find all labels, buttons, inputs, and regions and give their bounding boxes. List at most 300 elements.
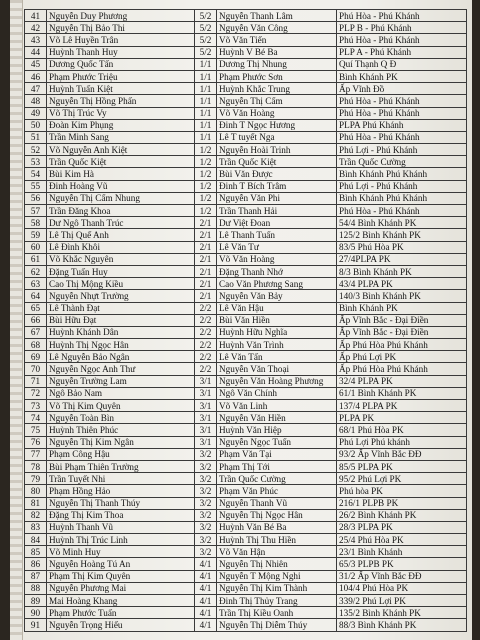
class-cell: 5/2 [195, 10, 217, 22]
address-cell: Quí Thạnh Q Đ [337, 58, 467, 70]
class-cell: 2/2 [195, 351, 217, 363]
address-cell: 135/2 Bình Khánh PK [337, 607, 467, 619]
class-cell: 2/2 [195, 363, 217, 375]
student-name-cell: Dương Quốc Tấn [47, 58, 195, 70]
address-cell: Phú Lợi - Phú Khánh [337, 144, 467, 156]
paper-sheet [10, 0, 472, 640]
table-row [25, 46, 467, 58]
parent-name-cell: Dư Việt Đoan [217, 217, 337, 229]
parent-name-cell: Nguyễn Thanh Lâm [217, 10, 337, 22]
row-number-cell: 64 [25, 290, 47, 302]
table-row [25, 546, 467, 558]
address-cell: Ấp Vĩnh Đồ [337, 83, 467, 95]
row-number-cell: 75 [25, 424, 47, 436]
address-cell: Phú Hòa - Phú Khánh [337, 10, 467, 22]
class-cell: 2/1 [195, 265, 217, 277]
table-row [25, 558, 467, 570]
student-name-cell: Ngô Bảo Nam [47, 387, 195, 399]
parent-name-cell: Nguyễn Hoài Trinh [217, 144, 337, 156]
class-cell: 3/1 [195, 375, 217, 387]
address-cell: 85/5 PLPA PK [337, 460, 467, 472]
table-row [25, 278, 467, 290]
row-number-cell: 62 [25, 265, 47, 277]
student-name-cell: Lê Thị Quế Anh [47, 229, 195, 241]
parent-name-cell: Nguyễn Văn Phi [217, 192, 337, 204]
row-number-cell: 71 [25, 375, 47, 387]
table-row [25, 460, 467, 472]
parent-name-cell: Huỳnh Văn Bé Ba [217, 521, 337, 533]
student-name-cell: Lê Đình Khôi [47, 241, 195, 253]
table-row [25, 339, 467, 351]
table-row [25, 570, 467, 582]
row-number-cell: 85 [25, 546, 47, 558]
parent-name-cell: Trần Quốc Kiệt [217, 156, 337, 168]
address-cell: Phú Hòa - Phú Khánh [337, 95, 467, 107]
address-cell: 43/4 PLPA PK [337, 278, 467, 290]
table-row [25, 363, 467, 375]
parent-name-cell: Đinh T Bích Trâm [217, 180, 337, 192]
class-cell: 4/1 [195, 619, 217, 631]
parent-name-cell: Ngô Văn Chính [217, 387, 337, 399]
row-number-cell: 42 [25, 22, 47, 34]
student-name-cell: Huỳnh Khánh Dân [47, 326, 195, 338]
binding-edge [10, 0, 23, 640]
row-number-cell: 49 [25, 107, 47, 119]
class-cell: 1/2 [195, 205, 217, 217]
address-cell: 28/3 PLPA PK [337, 521, 467, 533]
class-cell: 3/2 [195, 534, 217, 546]
table-row [25, 205, 467, 217]
table-row [25, 314, 467, 326]
class-cell: 2/2 [195, 314, 217, 326]
parent-name-cell: Nguyễn Thị Nhiên [217, 558, 337, 570]
table-row [25, 436, 467, 448]
table-row [25, 595, 467, 607]
class-cell: 1/1 [195, 58, 217, 70]
row-number-cell: 45 [25, 58, 47, 70]
student-name-cell: Bùi Kim Hà [47, 168, 195, 180]
row-number-cell: 70 [25, 363, 47, 375]
address-cell: PLP B - Phú Khánh [337, 22, 467, 34]
class-cell: 4/1 [195, 582, 217, 594]
table-row [25, 400, 467, 412]
student-name-cell: Phạm Hồng Hảo [47, 485, 195, 497]
row-number-cell: 51 [25, 131, 47, 143]
table-row [25, 156, 467, 168]
student-name-cell: Nguyễn Trọng Hiếu [47, 619, 195, 631]
row-number-cell: 67 [25, 326, 47, 338]
parent-name-cell: Phạm Thị Tới [217, 460, 337, 472]
table-row [25, 241, 467, 253]
parent-name-cell: Đặng Thanh Nhớ [217, 265, 337, 277]
parent-name-cell: Nguyễn Thị Ngọc Hân [217, 509, 337, 521]
parent-name-cell: Võ Văn Tiến [217, 34, 337, 46]
student-list-table [24, 9, 467, 632]
table-row [25, 22, 467, 34]
student-name-cell: Huỳnh Thanh Vũ [47, 521, 195, 533]
row-number-cell: 55 [25, 180, 47, 192]
student-name-cell: Phạm Công Hậu [47, 448, 195, 460]
row-number-cell: 47 [25, 83, 47, 95]
student-name-cell: Võ Minh Huy [47, 546, 195, 558]
row-number-cell: 86 [25, 558, 47, 570]
student-name-cell: Huỳnh Thị Ngọc Hân [47, 339, 195, 351]
parent-name-cell: Trần Thị Kiều Oanh [217, 607, 337, 619]
address-cell: 137/4 PLPA PK [337, 400, 467, 412]
class-cell: 3/2 [195, 460, 217, 472]
row-number-cell: 69 [25, 351, 47, 363]
address-cell: PLPA PK [337, 412, 467, 424]
class-cell: 3/2 [195, 485, 217, 497]
parent-name-cell: Huỳnh Thị Thu Hiền [217, 534, 337, 546]
class-cell: 3/1 [195, 400, 217, 412]
parent-name-cell: Lê Văn Tư [217, 241, 337, 253]
address-cell: 83/5 Phú Hòa PK [337, 241, 467, 253]
parent-name-cell: Phạm Văn Tại [217, 448, 337, 460]
parent-name-cell: Võ Văn Hoàng [217, 107, 337, 119]
row-number-cell: 68 [25, 339, 47, 351]
student-name-cell: Trần Quốc Kiệt [47, 156, 195, 168]
row-number-cell: 73 [25, 400, 47, 412]
class-cell: 1/2 [195, 192, 217, 204]
table-row [25, 10, 467, 22]
address-cell: Bình Khánh PK [337, 302, 467, 314]
student-name-cell: Nguyễn Thị Kim Ngân [47, 436, 195, 448]
class-cell: 4/1 [195, 607, 217, 619]
parent-name-cell: Bùi Văn Hiền [217, 314, 337, 326]
class-cell: 3/1 [195, 424, 217, 436]
address-cell: 95/2 Phú Lợi PK [337, 473, 467, 485]
class-cell: 2/1 [195, 290, 217, 302]
parent-name-cell: Nguyễn Văn Bảy [217, 290, 337, 302]
row-number-cell: 90 [25, 607, 47, 619]
table-row [25, 107, 467, 119]
table-row [25, 217, 467, 229]
address-cell: Ấp Phú Hòa Phú Khánh [337, 339, 467, 351]
student-name-cell: Nguyễn Trường Lam [47, 375, 195, 387]
student-name-cell: Nguyễn Phương Mai [47, 582, 195, 594]
table-row [25, 265, 467, 277]
table-row [25, 582, 467, 594]
student-name-cell: Nguyễn Nhựt Trường [47, 290, 195, 302]
table-row [25, 351, 467, 363]
class-cell: 2/1 [195, 253, 217, 265]
table-row [25, 387, 467, 399]
student-name-cell: Đoàn Kim Phụng [47, 119, 195, 131]
class-cell: 3/2 [195, 509, 217, 521]
class-cell: 1/1 [195, 107, 217, 119]
parent-name-cell: Cao Văn Phương Sang [217, 278, 337, 290]
address-cell: Phú Hòa - Phú Khánh [337, 34, 467, 46]
student-name-cell: Võ Lê Huyền Trân [47, 34, 195, 46]
row-number-cell: 81 [25, 497, 47, 509]
table-row [25, 448, 467, 460]
row-number-cell: 43 [25, 34, 47, 46]
class-cell: 1/1 [195, 70, 217, 82]
class-cell: 2/1 [195, 278, 217, 290]
address-cell: Phú Hòa - Phú Khánh [337, 131, 467, 143]
parent-name-cell: Võ Văn Linh [217, 400, 337, 412]
table-row [25, 424, 467, 436]
address-cell: Phú Hòa - Phú Khánh [337, 107, 467, 119]
parent-name-cell: Nguyễn Thanh Vũ [217, 497, 337, 509]
class-cell: 3/2 [195, 497, 217, 509]
table-row [25, 607, 467, 619]
class-cell: 3/2 [195, 448, 217, 460]
student-name-cell: Đặng Tuấn Huy [47, 265, 195, 277]
table-row [25, 95, 467, 107]
row-number-cell: 58 [25, 217, 47, 229]
student-name-cell: Phạm Phước Triệu [47, 70, 195, 82]
table-row [25, 521, 467, 533]
table-row [25, 485, 467, 497]
student-name-cell: Đinh Hoàng Vũ [47, 180, 195, 192]
table-row [25, 192, 467, 204]
address-cell: Phú Hòa - Phú Khánh [337, 205, 467, 217]
row-number-cell: 61 [25, 253, 47, 265]
table-row [25, 180, 467, 192]
table-row [25, 326, 467, 338]
student-name-cell: Phạm Thị Kim Quyên [47, 570, 195, 582]
row-number-cell: 88 [25, 582, 47, 594]
address-cell: Phú Lợi Phú khánh [337, 436, 467, 448]
row-number-cell: 60 [25, 241, 47, 253]
parent-name-cell: Nguyễn Ngọc Tuấn [217, 436, 337, 448]
table-row [25, 302, 467, 314]
parent-name-cell: Lê T tuyết Nga [217, 131, 337, 143]
parent-name-cell: Huỳnh Khắc Trung [217, 83, 337, 95]
student-name-cell: Nguyễn Duy Phương [47, 10, 195, 22]
class-cell: 4/1 [195, 558, 217, 570]
row-number-cell: 57 [25, 205, 47, 217]
row-number-cell: 80 [25, 485, 47, 497]
parent-name-cell: Nguyễn Văn Công [217, 22, 337, 34]
class-cell: 2/2 [195, 302, 217, 314]
class-cell: 2/2 [195, 326, 217, 338]
student-name-cell: Võ Thị Kim Quyên [47, 400, 195, 412]
address-cell: 61/1 Bình Khánh PK [337, 387, 467, 399]
student-name-cell: Huỳnh Thanh Huy [47, 46, 195, 58]
address-cell: 125/2 Bình Khánh PK [337, 229, 467, 241]
address-cell: 68/1 Phú Hòa PK [337, 424, 467, 436]
class-cell: 4/1 [195, 595, 217, 607]
row-number-cell: 44 [25, 46, 47, 58]
student-name-cell: Huỳnh Thiên Phúc [47, 424, 195, 436]
table-row [25, 619, 467, 631]
parent-name-cell: Phạm Văn Phúc [217, 485, 337, 497]
student-name-cell: Nguyễn Thị Thanh Thúy [47, 497, 195, 509]
student-name-cell: Đặng Thị Kim Thoa [47, 509, 195, 521]
table-row [25, 131, 467, 143]
row-number-cell: 82 [25, 509, 47, 521]
class-cell: 3/1 [195, 412, 217, 424]
row-number-cell: 65 [25, 302, 47, 314]
row-number-cell: 59 [25, 229, 47, 241]
parent-name-cell: Lê Văn Hậu [217, 302, 337, 314]
table-row [25, 70, 467, 82]
parent-name-cell: Trần Quốc Cường [217, 473, 337, 485]
row-number-cell: 56 [25, 192, 47, 204]
row-number-cell: 79 [25, 473, 47, 485]
parent-name-cell: Dương Thị Nhung [217, 58, 337, 70]
parent-name-cell: Huỳnh Hữu Nghĩa [217, 326, 337, 338]
table-row [25, 144, 467, 156]
class-cell: 1/2 [195, 144, 217, 156]
table-row [25, 509, 467, 521]
row-number-cell: 76 [25, 436, 47, 448]
address-cell: 31/2 Ấp Vĩnh Bắc ĐĐ [337, 570, 467, 582]
class-cell: 1/1 [195, 95, 217, 107]
student-name-cell: Võ Nguyễn Anh Kiệt [47, 144, 195, 156]
class-cell: 3/2 [195, 521, 217, 533]
student-name-cell: Trần Đăng Khoa [47, 205, 195, 217]
student-name-cell: Trần Tuyết Nhi [47, 473, 195, 485]
row-number-cell: 77 [25, 448, 47, 460]
row-number-cell: 46 [25, 70, 47, 82]
row-number-cell: 50 [25, 119, 47, 131]
row-number-cell: 87 [25, 570, 47, 582]
student-name-cell: Nguyễn Thị Bảo Thi [47, 22, 195, 34]
table-row [25, 412, 467, 424]
address-cell: 339/2 Phú Lợi PK [337, 595, 467, 607]
table-row [25, 534, 467, 546]
address-cell: 88/3 Bình Khánh PK [337, 619, 467, 631]
class-cell: 3/1 [195, 436, 217, 448]
parent-name-cell: Huỳnh Văn Hiệp [217, 424, 337, 436]
parent-name-cell: Lê Văn Tấn [217, 351, 337, 363]
address-cell: 23/1 Bình Khánh [337, 546, 467, 558]
student-name-cell: Huỳnh Thị Trúc Linh [47, 534, 195, 546]
address-cell: PLPA Phú Khánh [337, 119, 467, 131]
student-name-cell: Nguyễn Thị Hồng Phấn [47, 95, 195, 107]
student-name-cell: Nguyễn Toàn Bìn [47, 412, 195, 424]
row-number-cell: 89 [25, 595, 47, 607]
table-row [25, 34, 467, 46]
address-cell: Ấp Phú Hòa Phú Khánh [337, 363, 467, 375]
class-cell: 1/1 [195, 131, 217, 143]
table-row [25, 58, 467, 70]
parent-name-cell: Bùi Văn Được [217, 168, 337, 180]
row-number-cell: 66 [25, 314, 47, 326]
parent-name-cell: Nguyễn Văn Hiền [217, 412, 337, 424]
address-cell: Ấp Vĩnh Bắc - Đại Điền [337, 314, 467, 326]
class-cell: 1/2 [195, 180, 217, 192]
class-cell: 2/1 [195, 241, 217, 253]
address-cell: 93/2 Ấp Vĩnh Bắc ĐĐ [337, 448, 467, 460]
class-cell: 5/2 [195, 46, 217, 58]
parent-name-cell: Huỳnh Văn Trình [217, 339, 337, 351]
class-cell: 5/2 [195, 22, 217, 34]
address-cell: Bình Khánh Phú Khánh [337, 168, 467, 180]
row-number-cell: 41 [25, 10, 47, 22]
parent-name-cell: Nguyễn Văn Hoàng Phương [217, 375, 337, 387]
parent-name-cell: Trần Thanh Hải [217, 205, 337, 217]
address-cell: 26/2 Bình Khánh PK [337, 509, 467, 521]
parent-name-cell: Nguyễn Thị Diễm Thúy [217, 619, 337, 631]
class-cell: 2/1 [195, 229, 217, 241]
class-cell: 3/2 [195, 546, 217, 558]
parent-name-cell: Đinh Thị Thủy Trang [217, 595, 337, 607]
table-row [25, 83, 467, 95]
address-cell: 54/4 Bình Khánh PK [337, 217, 467, 229]
row-number-cell: 83 [25, 521, 47, 533]
class-cell: 3/2 [195, 473, 217, 485]
address-cell: 65/3 PLPB PK [337, 558, 467, 570]
student-name-cell: Nguyễn Hoàng Tú An [47, 558, 195, 570]
table-row [25, 290, 467, 302]
address-cell: 25/4 Phú Hòa PK [337, 534, 467, 546]
parent-name-cell: Võ Văn Hoàng [217, 253, 337, 265]
address-cell: PLP A - Phú Khánh [337, 46, 467, 58]
parent-name-cell: Phạm Phước Sơn [217, 70, 337, 82]
student-name-cell: Huỳnh Tuấn Kiệt [47, 83, 195, 95]
row-number-cell: 84 [25, 534, 47, 546]
parent-name-cell: Nguyễn Thị Cẩm [217, 95, 337, 107]
parent-name-cell: Nguyễn T Mộng Nghi [217, 570, 337, 582]
student-name-cell: Trần Minh Sang [47, 131, 195, 143]
table-row [25, 253, 467, 265]
parent-name-cell: Lê Thanh Tuấn [217, 229, 337, 241]
table-row [25, 229, 467, 241]
address-cell: 140/3 Bình Khánh PK [337, 290, 467, 302]
parent-name-cell: Nguyễn Thị Kim Thành [217, 582, 337, 594]
student-name-cell: Võ Thị Trúc Vy [47, 107, 195, 119]
student-name-cell: Võ Khắc Nguyên [47, 253, 195, 265]
class-cell: 1/2 [195, 168, 217, 180]
address-cell: 104/4 Phú Hòa PK [337, 582, 467, 594]
address-cell: Trần Quốc Cường [337, 156, 467, 168]
row-number-cell: 91 [25, 619, 47, 631]
address-cell: Bình Khánh PK [337, 70, 467, 82]
table-row [25, 119, 467, 131]
class-cell: 1/2 [195, 156, 217, 168]
parent-name-cell: Nguyễn Văn Thoại [217, 363, 337, 375]
row-number-cell: 74 [25, 412, 47, 424]
class-cell: 3/1 [195, 387, 217, 399]
row-number-cell: 48 [25, 95, 47, 107]
class-cell: 1/1 [195, 119, 217, 131]
table-row [25, 168, 467, 180]
student-name-cell: Lê Nguyễn Bảo Ngân [47, 351, 195, 363]
address-cell: 8/3 Bình Khánh PK [337, 265, 467, 277]
parent-name-cell: Huỳnh V Bé Ba [217, 46, 337, 58]
address-cell: 32/4 PLPA PK [337, 375, 467, 387]
parent-name-cell: Đinh T Ngọc Hương [217, 119, 337, 131]
student-name-cell: Mai Hoàng Khang [47, 595, 195, 607]
address-cell: Ấp Vĩnh Bắc - Đại Điền [337, 326, 467, 338]
address-cell: 27/4PLPA PK [337, 253, 467, 265]
address-cell: Ấp Phú Lợi PK [337, 351, 467, 363]
class-cell: 1/1 [195, 83, 217, 95]
address-cell: Phú Lợi - Phú Khánh [337, 180, 467, 192]
table-row [25, 375, 467, 387]
row-number-cell: 78 [25, 460, 47, 472]
student-name-cell: Lê Thành Đạt [47, 302, 195, 314]
class-cell: 2/2 [195, 339, 217, 351]
student-name-cell: Phạm Phước Tuấn [47, 607, 195, 619]
student-name-cell: Nguyễn Ngọc Anh Thư [47, 363, 195, 375]
table-row [25, 497, 467, 509]
parent-name-cell: Võ Văn Hận [217, 546, 337, 558]
class-cell: 5/2 [195, 34, 217, 46]
row-number-cell: 63 [25, 278, 47, 290]
table-row [25, 473, 467, 485]
row-number-cell: 72 [25, 387, 47, 399]
class-cell: 2/1 [195, 217, 217, 229]
address-cell: 216/1 PLPB PK [337, 497, 467, 509]
address-cell: Bình Khánh Phú Khánh [337, 192, 467, 204]
student-name-cell: Bùi Phạm Thiên Trường [47, 460, 195, 472]
